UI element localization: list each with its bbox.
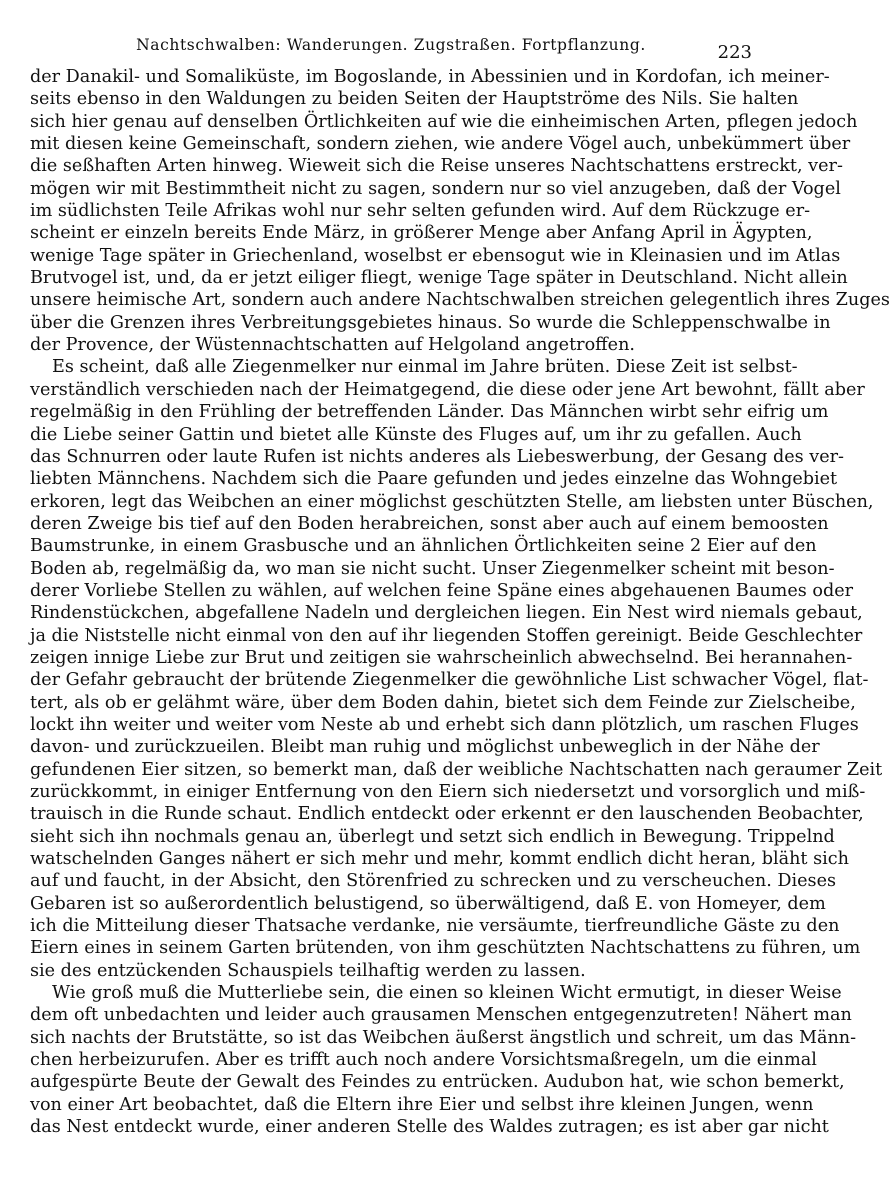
text-line: im südlichsten Teile Afrikas wohl nur sehr selten gefunden wird. Auf dem Rückzuge er- — [30, 201, 811, 222]
text-line: der Provence, der Wüstennachtschatten auf Helgoland angetroffen. — [30, 335, 635, 356]
text-line: deren Zweige bis tief auf den Boden herabreichen, sonst aber auch auf einem bemoosten — [30, 513, 829, 534]
text-line: der Gefahr gebraucht der brütende Ziegenmelker die gewöhnliche List schwacher Vögel, flat- — [30, 670, 869, 691]
text-line: Brutvogel ist, und, da er jetzt eiliger fliegt, wenige Tage später in Deutschland. Nicht allein — [30, 268, 848, 289]
text-line: dem oft unbedachten und leider auch grausamen Menschen entgegenzutreten! Nähert man — [30, 1005, 852, 1026]
text-line: Baumstrunke, in einem Grasbusche und an ähnlichen Örtlichkeiten seine 2 Eier auf den — [30, 536, 817, 557]
text-line: auf und faucht, in der Absicht, den Störenfried zu schrecken und zu verscheuchen. Dieses — [30, 871, 837, 892]
body-text — [30, 66, 890, 1139]
text-line: die seßhaften Arten hinweg. Wieweit sich die Reise unseres Nachtschattens erstreckt, ver- — [30, 156, 843, 177]
paragraph — [30, 982, 857, 1138]
text-line: Gebaren ist so außerordentlich belustigend, so überwältigend, daß E. von Homeyer, dem — [30, 893, 826, 914]
text-line: ich die Mitteilung dieser Thatsache verdanke, nie versäumte, tierfreundliche Gäste zu den — [30, 916, 840, 937]
page-number: 223 — [717, 42, 752, 63]
text-line: scheint er einzeln bereits Ende März, in größerer Menge aber Anfang April in Ägypten, — [30, 223, 813, 244]
text-line: über die Grenzen ihres Verbreitungsgebietes hinaus. So wurde die Schleppenschwalbe in — [30, 312, 831, 333]
text-line: Boden ab, regelmäßig da, wo man sie nicht sucht. Unser Ziegenmelker scheint mit beson- — [30, 558, 835, 579]
text-line: Rindenstückchen, abgefallene Nadeln und dergleichen liegen. Ein Nest wird niemals gebaut, — [30, 603, 863, 624]
text-line: liebten Männchens. Nachdem sich die Paare gefunden und jedes einzelne das Wohngebiet — [30, 469, 838, 490]
text-line: Es scheint, daß alle Ziegenmelker nur einmal im Jahre brüten. Diese Zeit ist selbst- — [52, 357, 798, 378]
text-line: gefundenen Eier sitzen, so bemerkt man, daß der weibliche Nachtschatten nach geraumer Zeit — [30, 759, 883, 780]
text-line: aufgespürte Beute der Gewalt des Feindes zu entrücken. Audubon hat, wie schon bemerkt, — [30, 1072, 845, 1093]
text-line: Eiern eines in seinem Garten brütenden, von ihm geschützten Nachtschattens zu führen, um — [30, 938, 861, 959]
text-line: mögen wir mit Bestimmtheit nicht zu sagen, sondern nur so viel anzugeben, daß der Vogel — [30, 178, 841, 199]
text-line: chen herbeizurufen. Aber es trifft auch noch andere Vorsichtsmaßregeln, um die einmal — [30, 1050, 817, 1071]
text-line: mit diesen keine Gemeinschaft, sondern ziehen, wie andere Vögel auch, unbekümmert über — [30, 134, 851, 155]
text-line: tert, als ob er gelähmt wäre, über dem Boden dahin, bietet sich dem Feinde zur Zielscheibe, — [30, 692, 856, 713]
text-line: wenige Tage später in Griechenland, woselbst er ebensogut wie in Kleinasien und im Atlas — [30, 245, 841, 266]
text-line: das Schnurren oder laute Rufen ist nichts anderes als Liebeswerbung, der Gesang des ver- — [30, 446, 845, 467]
text-line: zurückkommt, in einiger Entfernung von den Eiern sich niedersetzt und vorsorglich und miß- — [30, 782, 866, 802]
text-line: Wie groß muß die Mutterliebe sein, die einen so kleinen Wicht ermutigt, in dieser Weise — [52, 983, 842, 1004]
text-line: sich hier genau auf denselben Örtlichkeiten auf wie die einheimischen Arten, pflegen jedoch — [30, 111, 858, 132]
text-line: von einer Art beobachtet, daß die Eltern ihre Eier und selbst ihre kleinen Jungen, wenn — [30, 1094, 814, 1115]
text-line: das Nest entdeckt wurde, einer anderen Stelle des Waldes zutragen; es ist aber gar nicht — [30, 1117, 829, 1138]
text-line: regelmäßig in den Frühling der betreffenden Länder. Das Männchen wirbt sehr eifrig um — [30, 402, 829, 423]
text-line: ja die Niststelle nicht einmal von den auf ihr liegenden Stoffen gereinigt. Beide Geschlechter — [30, 625, 863, 646]
paragraph — [30, 356, 883, 982]
text-line: unsere heimische Art, sondern auch andere Nachtschwalben streichen gelegentlich ihres Zuges — [30, 290, 890, 311]
text-line: sieht sich ihn nochmals genau an, überlegt und setzt sich endlich in Bewegung. Trippelnd — [30, 826, 835, 847]
text-line: trauisch in die Runde schaut. Endlich entdeckt oder erkennt er den lauschenden Beobachter, — [30, 804, 864, 825]
text-line: derer Vorliebe Stellen zu wählen, auf welchen feine Späne eines abgehauenen Baumes oder — [30, 580, 854, 601]
paragraph — [30, 66, 890, 356]
text-line: lockt ihn weiter und weiter vom Neste ab und erhebt sich dann plötzlich, um raschen Fluges — [30, 714, 859, 735]
text-line: davon- und zurückzueilen. Bleibt man ruhig und möglichst unbeweglich in der Nähe der — [30, 737, 820, 758]
text-line: watschelnden Ganges nähert er sich mehr und mehr, kommt endlich dicht heran, bläht sich — [30, 849, 849, 870]
text-line: sie des entzückenden Schauspiels teilhaftig werden zu lassen. — [30, 960, 586, 981]
page-header — [30, 32, 752, 63]
text-line: erkoren, legt das Weibchen an einer möglichst geschützten Stelle, am liebsten unter Büschen, — [30, 491, 874, 512]
text-line: verständlich verschieden nach der Heimatgegend, die diese oder jene Art bewohnt, fällt aber — [30, 379, 865, 400]
running-title: Nachtschwalben: Wanderungen. Zugstraßen. Fortpflanzung. — [136, 36, 646, 54]
text-line: seits ebenso in den Waldungen zu beiden Seiten der Hauptströme des Nils. Sie halten — [30, 89, 799, 110]
text-line: der Danakil- und Somaliküste, im Bogoslande, in Abessinien und in Kordofan, ich meiner- — [30, 67, 830, 87]
text-line: die Liebe seiner Gattin und bietet alle Künste des Fluges auf, um ihr zu gefallen. Auch — [30, 424, 802, 445]
text-line: sich nachts der Brutstätte, so ist das Weibchen äußerst ängstlich und schreit, um das Männ- — [30, 1027, 857, 1048]
text-line: zeigen innige Liebe zur Brut und zeitigen sie wahrscheinlich abwechselnd. Bei herannahen- — [30, 647, 853, 668]
